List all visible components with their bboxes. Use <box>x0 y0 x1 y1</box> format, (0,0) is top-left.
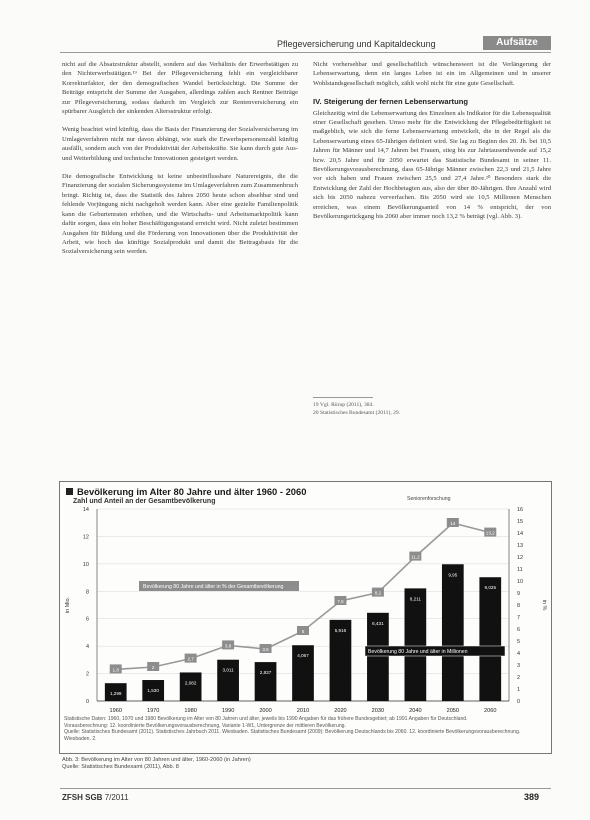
chart-title-text: Bevölkerung im Alter 80 Jahre und älter 1960 - 2060 <box>77 486 307 497</box>
y-tick-label: 12 <box>82 534 89 541</box>
header-rule <box>60 52 551 53</box>
chart-subtitle: Zahl und Anteil an der Gesamtbevölkerung <box>73 498 216 505</box>
y2-tick-label: 14 <box>517 531 524 537</box>
y2-tick-label: 6 <box>517 627 521 633</box>
journal-title: ZFSH SGB <box>62 793 103 802</box>
y2-tick-label: 0 <box>517 699 521 705</box>
legend-line-label: Bevölkerung 80 Jahre und älter in % der Gesamtbevölkerung <box>143 584 284 590</box>
line-value-label: 14 <box>450 521 456 526</box>
section-tab: Aufsätze <box>483 36 551 50</box>
figure-caption <box>62 757 542 772</box>
line-value-label: 1,8 <box>112 667 119 673</box>
right-column <box>313 60 551 231</box>
running-head: Pflegeversicherung und Kapitaldeckung <box>277 39 436 49</box>
line-value-label: 2,7 <box>187 656 194 662</box>
paragraph: Wenig beachtet wird künftig, dass die Basis der Finanzierung der Sozialversicherung im Umlageverfahren nicht nur davon abhängt, wie stark die Erwerbspersonenzahl künftig ausfällt, sondern auch von der Produktivität der Arbeitskräfte. Sie kann durch gute Aus- und Weiterbildung und technische Innovationen gesteigert werden. <box>62 126 298 162</box>
x-tick-label: 2050 <box>446 708 460 714</box>
x-tick-label: 1960 <box>109 708 122 714</box>
bar-value-label: 4,067 <box>297 653 309 659</box>
line-value-label: 13,2 <box>485 530 495 536</box>
journal-name <box>62 793 129 802</box>
bar-value-label: 3,011 <box>222 667 234 673</box>
y2-tick-label: 13 <box>517 543 524 549</box>
y2-tick-label: 15 <box>517 519 524 525</box>
y2-tick-label: 2 <box>517 675 521 681</box>
x-tick-label: 2030 <box>371 708 385 714</box>
bar <box>255 662 277 701</box>
footer-rule <box>60 788 551 789</box>
x-tick-label: 1990 <box>221 708 235 714</box>
bar-value-label: 2,082 <box>184 680 197 686</box>
x-tick-label: 2020 <box>334 708 347 714</box>
y2-tick-label: 11 <box>517 567 523 573</box>
y2-tick-label: 16 <box>517 507 524 513</box>
line-value-label: 3,8 <box>224 643 232 649</box>
y-tick-label: 14 <box>82 507 89 513</box>
chart-note: Vorausberechnung: 12. koordinierte Bevölkerungsvorausberechnung, Variante 1-W1, Untergrenze der mittleren Bevölkerung. <box>64 722 346 729</box>
caption-line: Abb. 3: Bevölkerung im Alter von 80 Jahren und älter, 1960-2060 (in Jahren) <box>62 757 251 763</box>
y2-tick-label: 8 <box>517 603 521 609</box>
y2-tick-label: 10 <box>517 579 524 585</box>
y-tick-label: 2 <box>85 671 89 678</box>
caption-source: Quelle: Statistisches Bundesamt (2011), Abb. 8 <box>62 764 179 771</box>
y-tick-label: 8 <box>85 589 89 596</box>
bar <box>180 672 202 701</box>
bar-value-label: 5,916 <box>334 627 347 633</box>
bar <box>217 660 239 701</box>
line-value-label: 3,5 <box>262 647 269 652</box>
y-axis-title: in Mio. <box>65 596 71 614</box>
bar <box>479 577 501 701</box>
bar-value-label: 8,211 <box>409 596 421 602</box>
bar-value-label: 2,837 <box>259 670 272 676</box>
footnote-rule <box>313 397 373 398</box>
bar <box>367 613 389 701</box>
line-value-label: 7,5 <box>337 599 344 604</box>
y2-tick-label: 12 <box>517 555 524 561</box>
bar-value-label: 9,95 <box>448 572 458 578</box>
paragraph: Die demografische Entwicklung ist keine unbeeinflussbare Naturereignis, die die Finanzierung der sozialen Sicherungssysteme im Umlageverfahren zum Zusammenbruch bringt. Richtig ist, dass die Statistik des Jahres 2050 heute schon absehbar sind und fehlende Vorjüngung nicht nachgeholt werden kann. Aber eine gezielte Familienpolitik kann die Geburtenraten erhöhen, und die Wirtschafts- und Arbeitsmarktpolitik kann dafür sorgen, dass ein hoher Beschäftigungsstand erreicht wird. Nicht zuletzt bestimmen Ausgaben für Bildung und die Förderung von Innovationen über die Produktivität der Arbeit, wie hoch das künftige Sozialprodukt und damit die Beitragsbasis für die Sozialversicherung sein werden. <box>62 173 298 256</box>
line-series-title: Seniorenforschung <box>407 496 451 502</box>
left-column <box>62 60 298 266</box>
x-tick-label: 2060 <box>484 708 497 714</box>
bar-value-label: 1,530 <box>147 688 159 694</box>
y2-tick-label: 9 <box>517 591 521 597</box>
x-tick-label: 2000 <box>259 708 272 714</box>
bar-value-label: 9,025 <box>484 585 497 591</box>
paragraph: nicht auf die Absatzstruktur abstellt, sondern auf das Verhältnis der Erwerbstätigen zu den Nichterwerbstätigen.¹⁹ Bei der Pflegeversicherung fehlt ein vergleichbarer Korrekturfaktor, der den demografischen Wandel berücksichtigt. Die Summe der Beiträge entspricht der Summe der Ausgaben, allerdings zahlen auch Rentner Beiträge zur Pflegeversicherung, sodass dadurch im Vergleich zur Rentenversicherung ein spürbarer Ausgleich der sinkenden Altersstruktur erfolgt. <box>62 61 298 116</box>
footnote: 19 Vgl. Rürup (2011), 384. <box>313 402 374 408</box>
journal-issue: 7/2011 <box>104 793 129 802</box>
y-tick-label: 4 <box>85 644 89 651</box>
y2-tick-label: 3 <box>517 663 521 669</box>
footnote: 20 Statistisches Bundesamt (2011), 29. <box>313 410 401 416</box>
y-tick-label: 10 <box>82 561 89 568</box>
legend-bar-label: Bevölkerung 80 Jahre und älter in Millionen <box>368 649 468 655</box>
paragraph: Gleichzeitig wird die Lebenserwartung des Einzelnen als Indikator für die Lebensqualität einer Gesellschaft gesehen. Umso mehr für die Entwicklung der Pflegebedürftigkeit ist maßgeblich, wie sich die ferne Lebenserwartung entwickelt, die in der Regel als die Lebenserwartung eines 65-Jährigen definiert wird. Sie lag zu Beginn des 20. Jh. bei 10,5 Jahren für Männer und 14,7 Jahren bei Frauen, stieg bis zur Jahrtausendwende auf 15,2 bzw. 20,5 Jahre und für 2050 erwartet das Statistische Bundesamt in seiner 11. Bevölkerungsvorausberechnung, dass 65-Jährige Männer zwischen 22,3 und 21,5 Jahre vor sich haben und Frauen zwischen 25,5 und 27,4 Jahre.²⁰ Besonders stark die Entwicklung der Zahl der Hochbetagten aus, also der über 80-Jährigen. Ihre Anzahl wird sich bis 2050 nahezu ververfachen. Bis 2050 wird sie 10,5 Millionen Menschen erreichen, was einem Bevölkerungsanteil von 14 % entspricht, der von Bevölkerungsrückgang bis 2060 aber immer noch 13,2 % beträgt (vgl. Abb. 3). <box>313 109 551 221</box>
paragraph: Nicht vorhersehbar und gesellschaftlich wünschenswert ist die Verlängerung der Lebenserwartung, denn ein langes Leben ist ein im Allgemeinen und in unserer Wohlstandsgesellschaft möglich, zählt wohl nicht für eine gute Gesellschaft. <box>313 61 551 87</box>
y2-axis-title: in % <box>541 599 547 611</box>
line-value-label: 11,2 <box>411 554 420 560</box>
chart-note: Quelle: Statistisches Bundesamt (2011). Statistisches Jahrbuch 2011. Wiesbaden. Statistisches Bundesamt (2009): Bevölkerung Deutschlands bis 2060. 12. koordinierte Bevölkerungsvorausberechnung. Wiesbaden. 2. <box>64 729 521 742</box>
x-tick-label: 2040 <box>409 708 422 714</box>
line-value-label: 5 <box>301 629 305 634</box>
chart-note: Statistische Daten: 1960, 1970 und 1980 Bevölkerung im Alter von 80 Jahren und älter, jeweils bis 1990 Angaben für das frühere Bundesgebiet; ab 1991 Angaben für Deutschland. <box>64 716 468 722</box>
line-value-label: 2 <box>151 665 155 670</box>
x-tick-label: 1970 <box>146 708 160 714</box>
y-tick-label: 6 <box>85 616 89 623</box>
line-value-label: 8,2 <box>374 590 382 596</box>
y-tick-label: 0 <box>85 699 89 705</box>
x-tick-label: 2010 <box>296 708 310 714</box>
chart-plot <box>59 481 552 754</box>
y2-tick-label: 7 <box>517 615 521 621</box>
bar <box>405 588 427 701</box>
bar <box>442 564 464 701</box>
page-number: 389 <box>524 792 540 802</box>
y2-tick-label: 1 <box>517 687 521 693</box>
bar-value-label: 1,299 <box>109 691 122 697</box>
x-tick-label: 1980 <box>184 708 197 714</box>
footnotes <box>313 401 551 417</box>
section-heading: IV. Steigerung der fernen Lebenserwartung <box>313 97 469 107</box>
y2-tick-label: 4 <box>517 651 521 657</box>
bar-value-label: 6,431 <box>372 620 384 626</box>
y2-tick-label: 5 <box>517 639 521 645</box>
chart-notes <box>64 716 548 742</box>
